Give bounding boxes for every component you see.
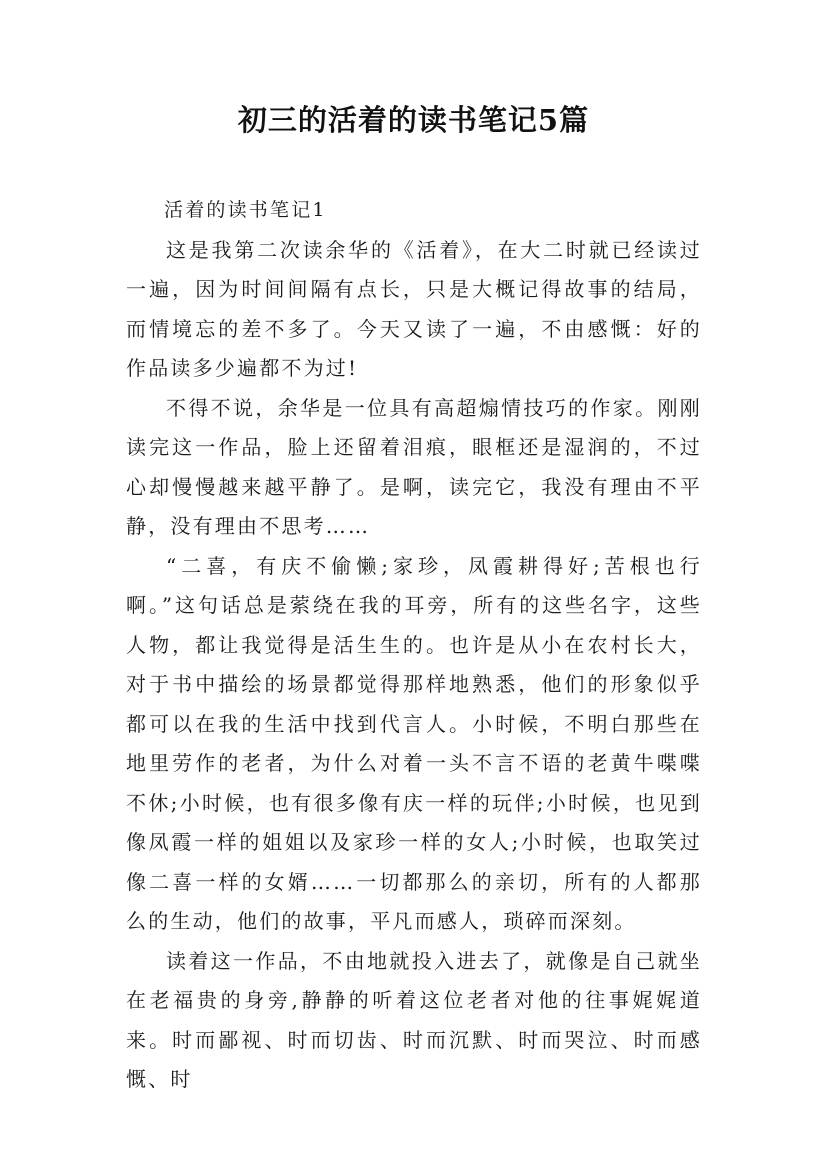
paragraph: 不得不说，余华是一位具有高超煽情技巧的作家。刚刚读完这一作品，脸上还留着泪痕，眼框还是湿润的，不过心却慢慢越来越平静了。是啊，读完它，我没有理由不平静，没有理由不思考…… — [126, 395, 702, 538]
paragraph: 这是我第二次读余华的《活着》，在大二时就已经读过一遍，因为时间间隔有点长，只是大概记得故事的结局，而情境忘的差不多了。今天又读了一遍，不由感慨：好的作品读多少遍都不为过! — [126, 237, 702, 380]
section-heading: 活着的读书笔记1 — [164, 199, 327, 221]
paragraph: “二喜，有庆不偷懒;家珍，凤霞耕得好;苦根也行啊。”这句话总是萦绕在我的耳旁，所有的这些名字，这些人物，都让我觉得是活生生的。也许是从小在农村长大，对于书中描绘的场景都觉得那样地熟悉，他们的形象似乎都可以在我的生活中找到代言人。小时候，不明白那些在地里劳作的老者，为什么对着一头不言不语的老黄牛喋喋不休;小时候，也有很多像有庆一样的玩伴;小时候，也见到像凤霞一样的姐姐以及家珍一样的女人;小时候，也取笑过像二喜一样的女婿……一切都那么的亲切，所有的人都那么的生动，他们的故事，平凡而感人，琐碎而深刻。 — [126, 553, 702, 933]
document-body — [126, 191, 702, 1100]
paragraph: 读着这一作品，不由地就投入进去了，就像是自己就坐在老福贵的身旁,静静的听着这位老者对他的往事娓娓道来。时而鄙视、时而切齿、时而沉默、时而哭泣、时而感慨、时 — [126, 948, 702, 1091]
document-title: 初三的活着的读书笔记5篇 — [237, 103, 590, 137]
